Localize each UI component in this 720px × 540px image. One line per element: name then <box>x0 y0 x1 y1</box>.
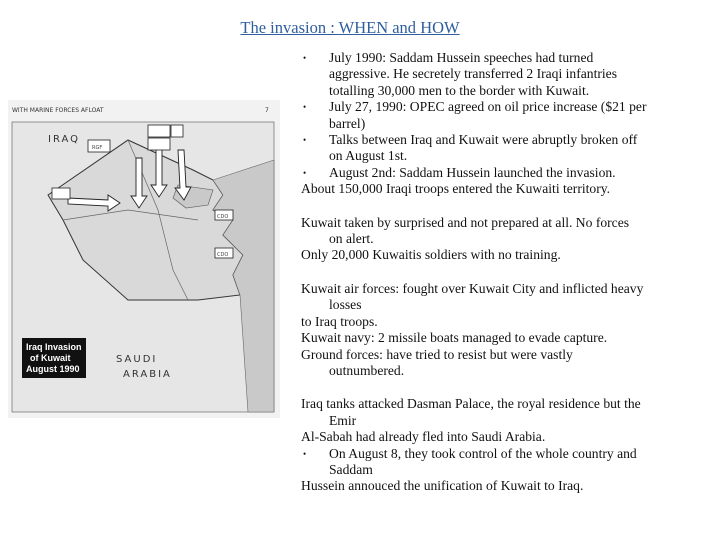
bullet-dot: • <box>303 53 307 63</box>
timeline-bullet-4 <box>301 165 713 181</box>
surprise-line-1: Kuwait taken by surprised and not prepared at all. No forces <box>301 214 630 230</box>
page-title <box>0 18 700 38</box>
palace-block <box>301 396 713 494</box>
timeline-1-line-3: totalling 30,000 men to the border with Kuwait. <box>329 82 590 98</box>
palace-line-1: Iraq tanks attacked Dasman Palace, the royal residence but the <box>301 396 641 412</box>
content-text <box>301 50 713 512</box>
unit-rgf-label: RGF <box>92 145 103 151</box>
timeline-block <box>301 50 713 198</box>
timeline-bullet-3 <box>301 132 713 165</box>
timeline-bullet-1 <box>301 50 713 99</box>
title-prefix: The invasion : <box>240 18 339 37</box>
region-iraq: IRAQ <box>48 134 81 145</box>
air-line-1: Kuwait air forces: fought over Kuwait City and inflicted heavy <box>301 280 644 296</box>
bullet-dot: • <box>303 167 307 178</box>
timeline-bullet-2 <box>301 99 713 132</box>
navy-line: Kuwait navy: 2 missile boats managed to evade capture. <box>301 330 608 346</box>
forces-block <box>301 281 713 379</box>
title-when: WHEN <box>338 18 389 37</box>
troops-line: About 150,000 Iraqi troops entered the Kuwaiti territory. <box>301 181 611 197</box>
invasion-map <box>8 100 280 418</box>
palace-line-4: On August 8, they took control of the whole country and <box>329 445 637 461</box>
map-graphic <box>8 100 280 418</box>
map-legend-line-1: Iraq Invasion <box>26 342 82 352</box>
unit-cdo-label-1: CDO <box>217 214 229 220</box>
air-line-2: losses <box>329 297 362 313</box>
timeline-2-line-1: July 27, 1990: OPEC agreed on oil price increase ($21 per <box>329 99 647 115</box>
bullet-dot: • <box>303 448 307 459</box>
palace-line-5: Saddam <box>329 461 373 477</box>
bullet-dot: • <box>303 135 307 146</box>
bullet-dot: • <box>303 102 307 113</box>
title-how: HOW <box>420 18 460 37</box>
title-and: and <box>388 18 421 37</box>
ground-line-2: outnumbered. <box>329 362 405 378</box>
map-header-text: WITH MARINE FORCES AFLOAT <box>12 107 104 114</box>
map-legend-line-3: August 1990 <box>26 364 80 374</box>
timeline-4-line-1: August 2nd: Saddam Hussein launched the invasion. <box>329 164 616 180</box>
surprise-line-2: on alert. <box>329 231 374 247</box>
timeline-3-line-2: on August 1st. <box>329 148 408 164</box>
palace-line-2: Emir <box>329 412 357 428</box>
palace-line-6: Hussein annouced the unification of Kuwait to Iraq. <box>301 478 584 494</box>
map-page-number: 7 <box>265 107 269 114</box>
timeline-1-line-2: aggressive. He secretely transferred 2 Iraqi infantries <box>329 66 617 82</box>
region-saudi-1: SAUDI <box>116 354 158 365</box>
map-legend-line-2: of Kuwait <box>30 353 71 363</box>
ground-line-1: Ground forces: have tried to resist but were vastly <box>301 346 573 362</box>
surprise-line-3: Only 20,000 Kuwaitis soldiers with no training. <box>301 247 561 263</box>
unit-cdo-label-2: CDO <box>217 252 229 258</box>
air-line-3: to Iraq troops. <box>301 313 378 329</box>
region-saudi-2: ARABIA <box>123 369 172 380</box>
timeline-3-line-1: Talks between Iraq and Kuwait were abruptly broken off <box>329 132 638 148</box>
palace-bullet <box>301 446 713 479</box>
timeline-2-line-2: barrel) <box>329 115 366 131</box>
surprise-block <box>301 215 713 264</box>
palace-line-3: Al-Sabah had already fled into Saudi Arabia. <box>301 429 546 445</box>
timeline-1-line-1: July 1990: Saddam Hussein speeches had turned <box>329 50 594 65</box>
